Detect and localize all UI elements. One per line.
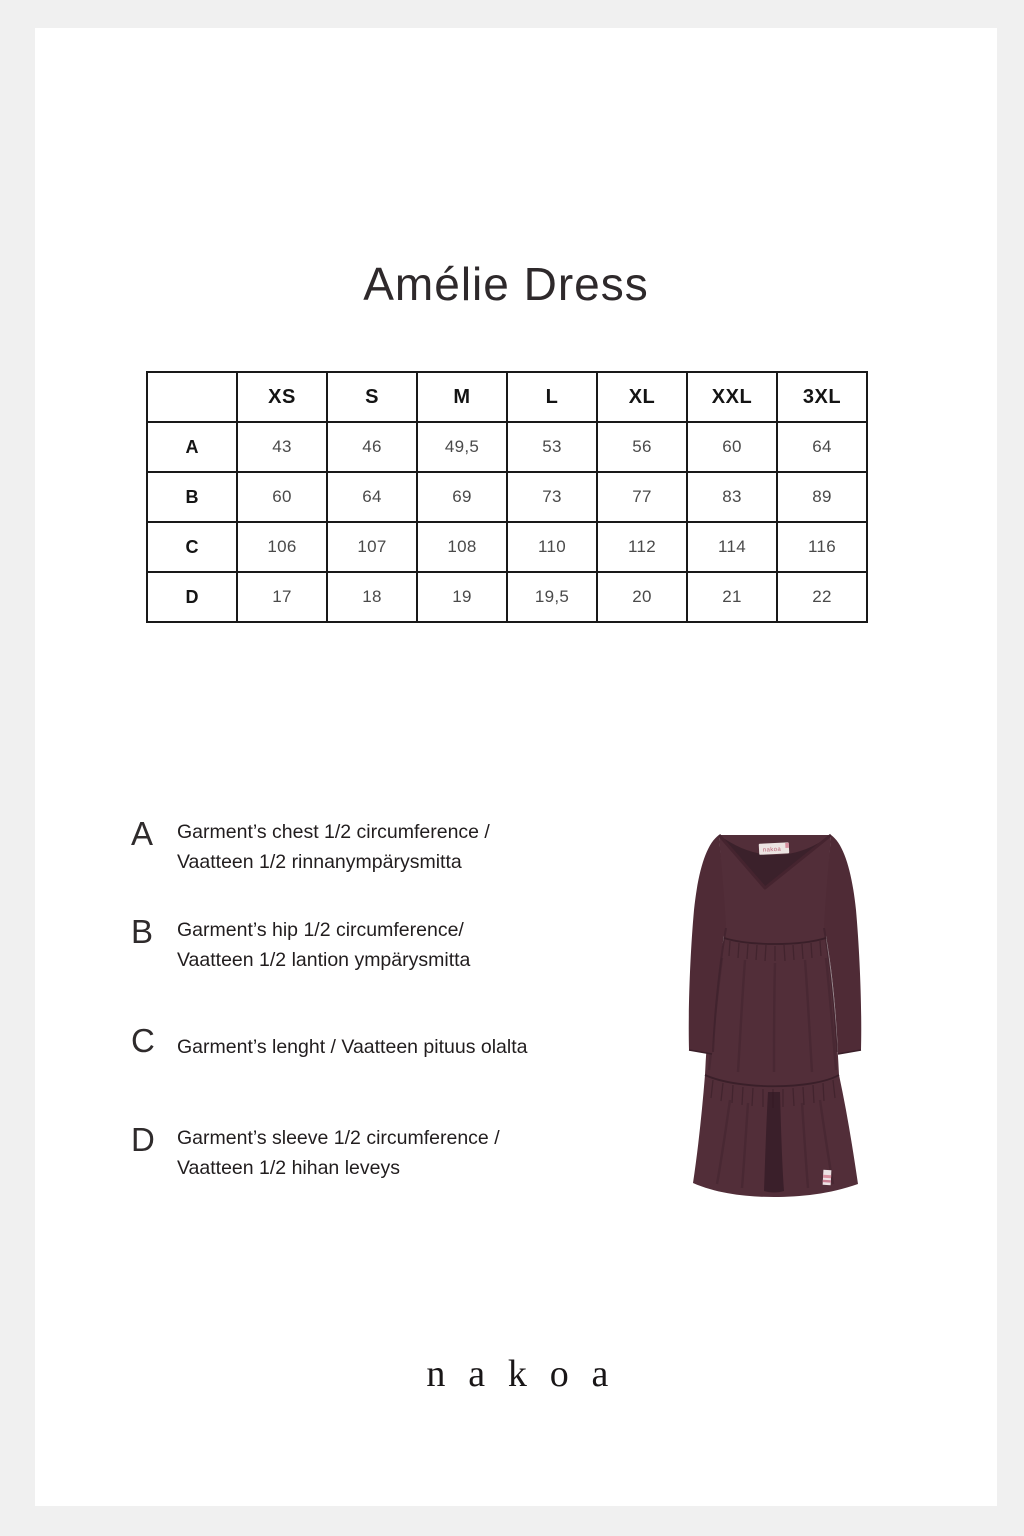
brand-logo: nakoa — [426, 1353, 632, 1395]
cell-d-xs: 17 — [237, 572, 327, 622]
legend-letter-a: A — [131, 815, 154, 852]
cell-b-xl: 77 — [597, 472, 687, 522]
cell-d-xxl: 21 — [687, 572, 777, 622]
cell-c-xxl: 114 — [687, 522, 777, 572]
legend-item-c — [131, 1024, 528, 1062]
cell-b-s: 64 — [327, 472, 417, 522]
cell-d-3xl: 22 — [777, 572, 867, 622]
cell-d-xl: 20 — [597, 572, 687, 622]
cell-b-m: 69 — [417, 472, 507, 522]
legend-text-c-line1: Garment’s lenght / Vaatteen pituus olalta — [177, 1036, 528, 1058]
legend-text-d-line1: Garment’s sleeve 1/2 circumference / — [177, 1127, 500, 1149]
cell-b-3xl: 89 — [777, 472, 867, 522]
legend-text-b-line1: Garment’s hip 1/2 circumference/ — [177, 919, 464, 941]
cell-c-m: 108 — [417, 522, 507, 572]
size-col-header-m: M — [417, 372, 507, 422]
row-label-c: C — [147, 522, 237, 572]
cell-a-s: 46 — [327, 422, 417, 472]
cell-c-l: 110 — [507, 522, 597, 572]
size-chart-table — [146, 371, 868, 623]
row-label-d: D — [147, 572, 237, 622]
row-label-a: A — [147, 422, 237, 472]
cell-b-xs: 60 — [237, 472, 327, 522]
hem-tag — [823, 1170, 832, 1185]
cell-b-l: 73 — [507, 472, 597, 522]
dress-photo — [660, 820, 980, 1210]
size-col-header-s: S — [327, 372, 417, 422]
dress-illustration — [660, 820, 980, 1210]
cell-d-m: 19 — [417, 572, 507, 622]
legend-item-d — [131, 1123, 500, 1183]
legend-text-a-line2: Vaatteen 1/2 rinnanympärysmitta — [177, 851, 462, 873]
cell-d-l: 19,5 — [507, 572, 597, 622]
product-title: Amélie Dress — [363, 257, 649, 310]
table-row-b — [147, 472, 867, 522]
cell-d-s: 18 — [327, 572, 417, 622]
row-label-b: B — [147, 472, 237, 522]
page-card — [35, 28, 997, 1506]
cell-a-m: 49,5 — [417, 422, 507, 472]
legend-item-a — [131, 817, 490, 877]
cell-c-xl: 112 — [597, 522, 687, 572]
legend-letter-b: B — [131, 913, 154, 950]
cell-c-s: 107 — [327, 522, 417, 572]
legend-letter-c: C — [131, 1022, 155, 1059]
size-col-header-xs: XS — [237, 372, 327, 422]
cell-c-xs: 106 — [237, 522, 327, 572]
size-col-header-xl: XL — [597, 372, 687, 422]
legend-text-b-line2: Vaatteen 1/2 lantion ympärysmitta — [177, 949, 471, 971]
cell-c-3xl: 116 — [777, 522, 867, 572]
neck-label-text: nakoa — [762, 846, 782, 854]
table-row-a — [147, 422, 867, 472]
size-col-header-xxl: XXL — [687, 372, 777, 422]
legend-text-d-line2: Vaatteen 1/2 hihan leveys — [177, 1157, 400, 1179]
legend-item-b — [131, 915, 470, 975]
table-row-c — [147, 522, 867, 572]
legend-letter-d: D — [131, 1121, 155, 1158]
legend-text-a-line1: Garment’s chest 1/2 circumference / — [177, 821, 490, 843]
table-row-d — [147, 572, 867, 622]
cell-a-xl: 56 — [597, 422, 687, 472]
cell-a-xxl: 60 — [687, 422, 777, 472]
cell-b-xxl: 83 — [687, 472, 777, 522]
size-chart-header-row — [147, 372, 867, 422]
neck-label — [759, 842, 790, 855]
cell-a-3xl: 64 — [777, 422, 867, 472]
cell-a-l: 53 — [507, 422, 597, 472]
cell-a-xs: 43 — [237, 422, 327, 472]
size-chart-corner-cell — [147, 372, 237, 422]
size-col-header-3xl: 3XL — [777, 372, 867, 422]
size-col-header-l: L — [507, 372, 597, 422]
